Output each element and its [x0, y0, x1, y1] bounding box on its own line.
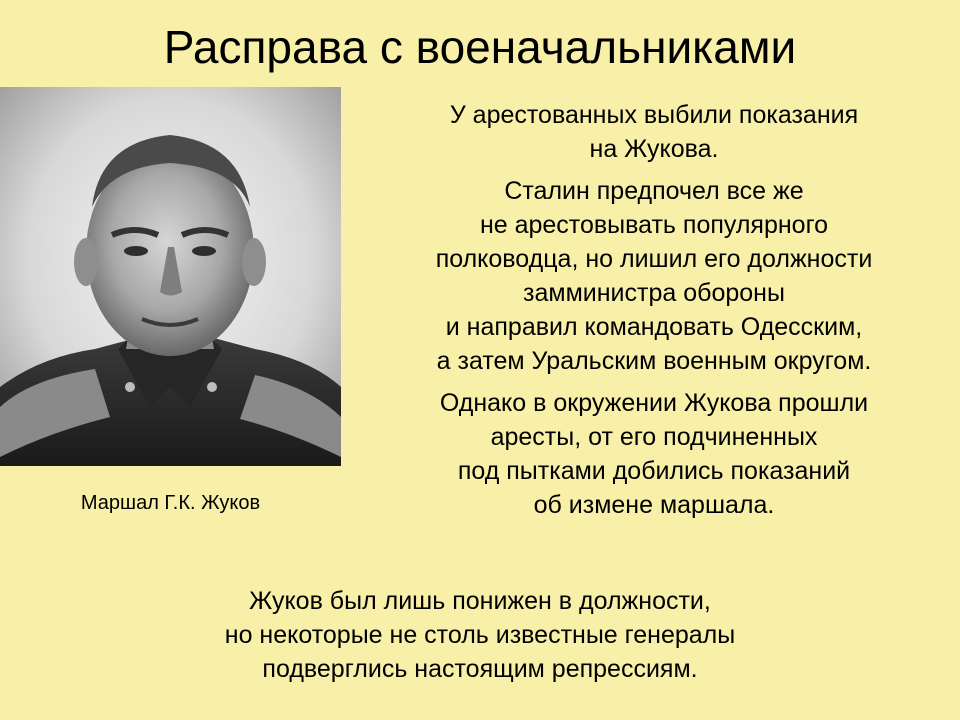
- slide-title: Расправа с военачальниками: [163, 21, 797, 73]
- photo-caption: Маршал Г.К. Жуков: [80, 492, 261, 514]
- conclusion-text: Жуков был лишь понижен в должности, но некоторые не столь известные генералы подверглись настоящим репрессиям.: [224, 587, 736, 683]
- main-text-column: [356, 98, 952, 522]
- paragraph-testimony: У арестованных выбили показания на Жукова.: [449, 101, 859, 163]
- paragraph-demotion: Сталин предпочел все же не арестовывать популярного полководца, но лишил его должности замминистра обороны и направил командовать Одесским, а затем Уральским военным округом.: [435, 177, 873, 375]
- paragraph-arrests: Однако в окружении Жукова прошли аресты, от его подчиненных под пытками добились показаний об измене маршала.: [439, 389, 869, 519]
- portrait-photo: [0, 87, 341, 466]
